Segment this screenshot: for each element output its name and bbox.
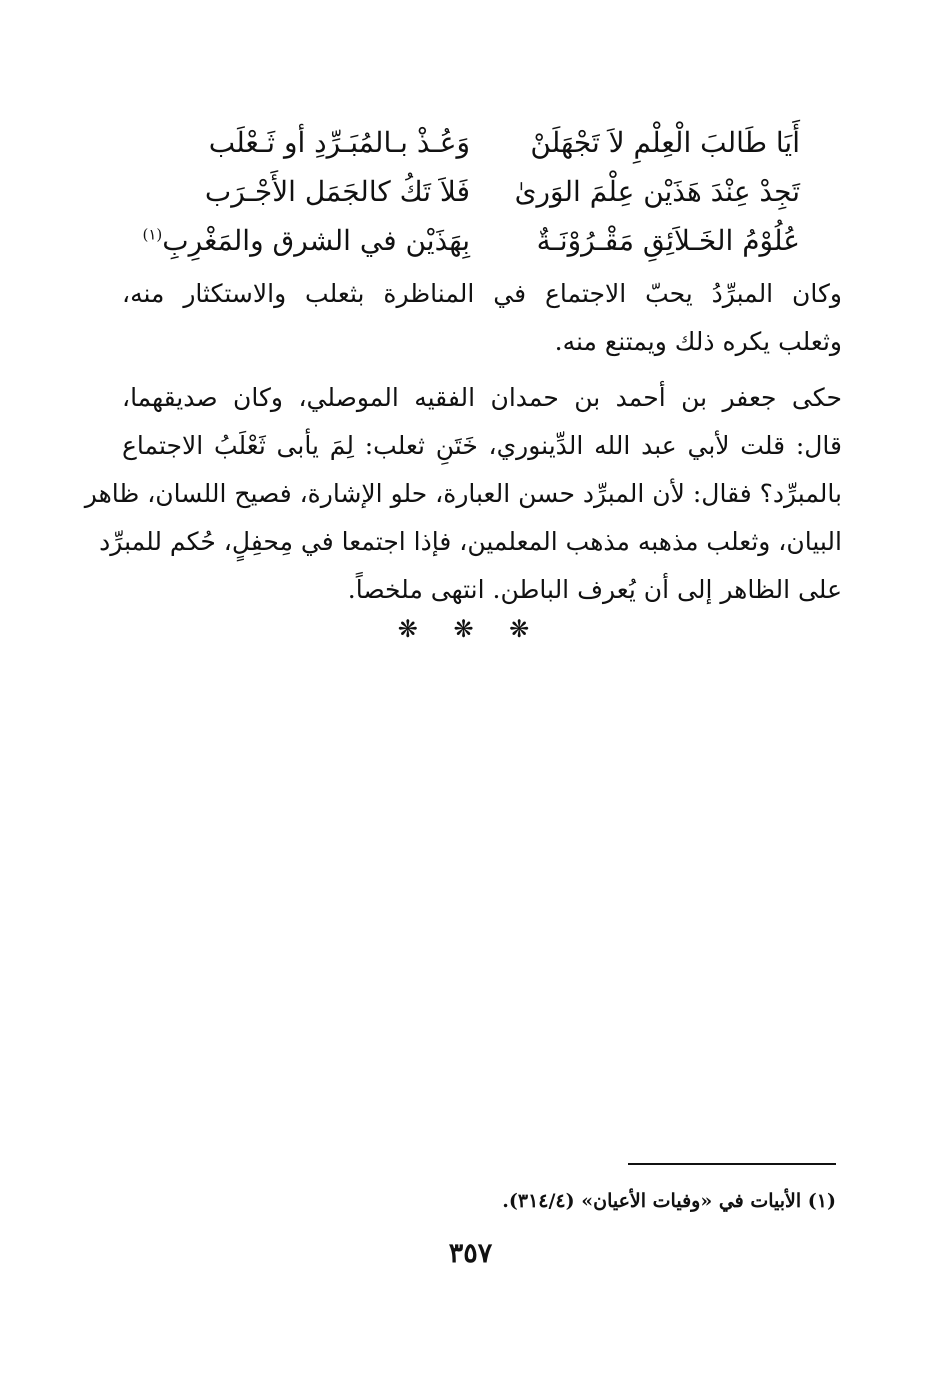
verse-first-hemistich: أَيَا طَالبَ الْعِلْمِ لاَ تَجْهَلَنْ bbox=[530, 126, 800, 159]
footnote: (١) الأبيات في «وفيات الأعيان» (٣١٤/٤). bbox=[502, 1190, 836, 1212]
verse-second-hemistich bbox=[150, 118, 470, 167]
poem-verses bbox=[142, 118, 800, 265]
paragraph-line: وثعلب يكره ذلك ويمتنع منه. bbox=[554, 327, 842, 356]
paragraph-line: قال: قلت لأبي عبد الله الدِّينوري، خَتَنِ ثعلب: لِمَ يأبى ثَعْلَبُ الاجتماع bbox=[122, 431, 842, 460]
paragraph-line: على الظاهر إلى أن يُعرف الباطن. انتهى ملخصاً. bbox=[347, 575, 842, 604]
verse-line bbox=[142, 216, 800, 265]
verse-second-hemistich bbox=[142, 216, 470, 265]
paragraph-line: وكان المبرِّدُ يحبّ الاجتماع في المناظرة بثعلب والاستكثار منه، bbox=[122, 279, 842, 308]
paragraph-line: حكى جعفر بن أحمد بن حمدان الفقيه الموصلي، وكان صديقهما، bbox=[122, 383, 842, 412]
paragraph-line: بالمبرِّد؟ فقال: لأن المبرِّد حسن العبارة، حلو الإشارة، فصيح اللسان، ظاهر bbox=[84, 479, 842, 508]
verse-second-text: وَعُـذْ بـالمُبَـرِّدِ أو ثَـعْلَب bbox=[208, 126, 470, 159]
footnote-reference-mark[interactable]: (١) bbox=[142, 225, 163, 244]
paragraph-line: البيان، وثعلب مذهبه مذهب المعلمين، فإذا اجتمعا في مِحفِلٍ، حُكم للمبرِّد bbox=[99, 527, 842, 556]
verse-line bbox=[150, 118, 800, 167]
paragraph-jafar-narration bbox=[84, 374, 842, 614]
verse-line bbox=[150, 167, 800, 216]
paragraph-mubarrad-tha-lab bbox=[122, 270, 842, 366]
verse-second-text: بِهَذَيْن في الشرق والمَغْرِبِ bbox=[162, 224, 470, 257]
page-number: ٣٥٧ bbox=[448, 1238, 493, 1269]
footnote-divider bbox=[628, 1163, 836, 1165]
verse-second-hemistich bbox=[150, 167, 470, 216]
verse-first-hemistich: عُلُوْمُ الخَـلاَئِقِ مَقْـرُوْنَـةٌ bbox=[536, 224, 800, 257]
verse-first-hemistich: تَجِدْ عِنْدَ هَذَيْن عِلْمَ الوَرىٰ bbox=[514, 175, 800, 208]
verse-second-text: فَلاَ تَكُ كالجَمَل الأَجْـرَب bbox=[204, 175, 470, 208]
section-separator-asterisks: ❋ ❋ ❋ bbox=[397, 615, 544, 643]
